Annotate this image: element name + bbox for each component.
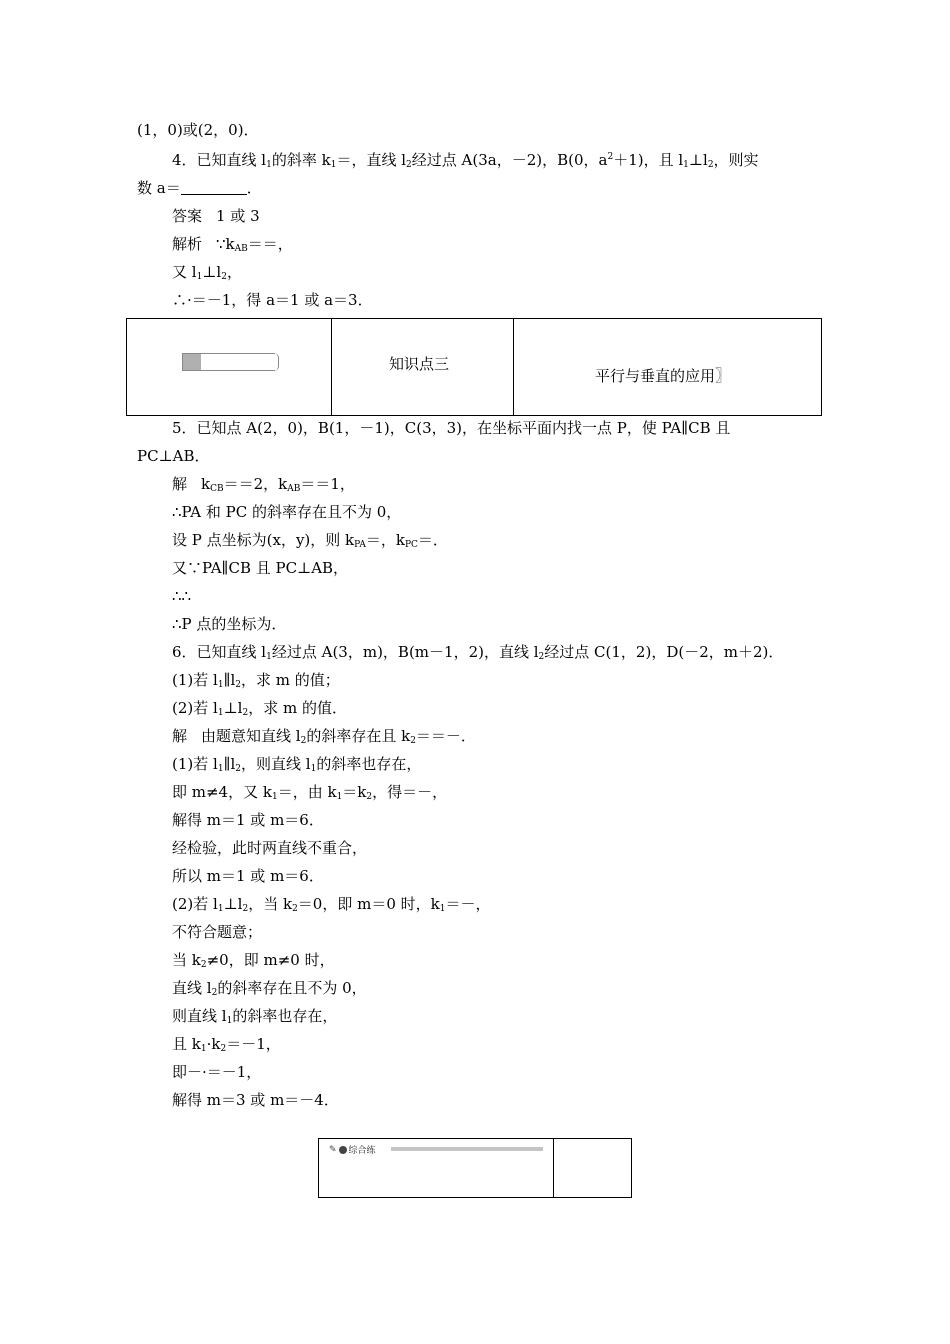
question-6-part1: (1)若 $l_1\parallel l_2$，求 m 的值； [172,671,340,690]
question-6: 6．已知直线 $l_1$经过点 A(3，m)，B(m－1，2)，直线 $l_2$经过点 C(1，2)，D(－2，m＋2)． [172,643,784,662]
text-line: 又∵PA∥CB 且 PC⊥AB， [172,559,349,577]
practice-logo [329,1143,376,1156]
section-progress-bar [182,353,275,371]
solution-6-line: 解 由题意知直线 $l_2$的斜率存在且 $k_2==-$． [172,727,476,746]
logo-circle-icon [339,1146,347,1154]
text-line: 当 $k_2\ne 0$，即 m≠0 时， [172,951,335,970]
question-6-part2: (2)若 $l_1\perp l_2$，求 m 的值． [172,699,347,718]
question-4: 4．已知直线 $l_1$的斜率 $k_1=$，直线 $l_2$经过点 A(3a，－2)，B(0，$a^2+1$)，且 $l_1\perp l_2$，则实 [172,151,759,170]
answer-line: 答案 1 或 3 [172,207,260,225]
text-line: 又 $l_1\perp l_2$， [172,263,242,282]
text-line: (2)若 $l_1\perp l_2$，当 $k_2=0$，即 m＝0 时，$k_1=-$， [172,895,491,914]
text-line: 即 m≠4，又 $k_1=$，由 $k_1=k_2$，得＝－， [172,783,448,802]
text-line: 解得 m＝1 或 m＝6． [172,811,324,829]
text-line: 即－·＝－1， [172,1063,262,1081]
text-line: 直线 $l_2$的斜率存在且不为 0， [172,979,367,998]
practice-section-box [318,1138,632,1198]
text-line: 设 P 点坐标为(x，y)，则 $k_{PA}=$，$k_{PC}=$． [172,531,448,550]
bracket-icon: 〗 [715,366,732,385]
text-line: ∴P 点的坐标为． [172,615,287,633]
text-line: 解得 m＝3 或 m＝－4． [172,1091,339,1109]
question-5: 5．已知点 A(2，0)，B(1，－1)，C(3，3)，在坐标平面内找一点 P，使 PA∥CB 且 [172,419,731,437]
box-divider [553,1139,554,1197]
text-line: ∴∴ [172,587,192,605]
section-bar-notch [270,353,279,371]
knowledge-point-label: 知识点三 [389,355,450,373]
practice-header-bar [391,1147,543,1151]
text-line: 经检验，此时两直线不重合， [172,839,368,857]
table-divider [331,319,332,415]
logo-mark-icon: ✎ [329,1144,337,1155]
text-line: (1，0)或(2，0)． [137,121,259,139]
table-divider [513,319,514,415]
question-4-line2: 数 a＝ ． [137,179,262,197]
solution-5-line: 解 $k_{CB}==2$，$k_{AB}==1$， [172,475,355,494]
question-5-line2: PC⊥AB． [137,447,210,465]
section-header-table [126,318,822,416]
text-line: (1)若 $l_1\parallel l_2$，则直线 $l_1$的斜率也存在， [172,755,422,774]
text-line: ∴·＝－1，得 a＝1 或 a＝3． [172,291,373,309]
text-line: 不符合题意； [172,923,263,941]
text-line: 所以 m＝1 或 m＝6． [172,867,324,885]
analysis-line: 解析 $\because k_{AB}==$， [172,235,293,254]
practice-logo-text: 综合练 [348,1146,376,1156]
text-line: 且 $k_1\cdot k_2=-1$， [172,1035,281,1054]
section-topic: 平行与垂直的应用〗 [595,366,732,385]
answer-blank [181,180,247,195]
text-line: 则直线 $l_1$的斜率也存在， [172,1007,338,1026]
text-line: ∴PA 和 PC 的斜率存在且不为 0， [172,503,402,521]
section-bar-fill [183,354,201,370]
